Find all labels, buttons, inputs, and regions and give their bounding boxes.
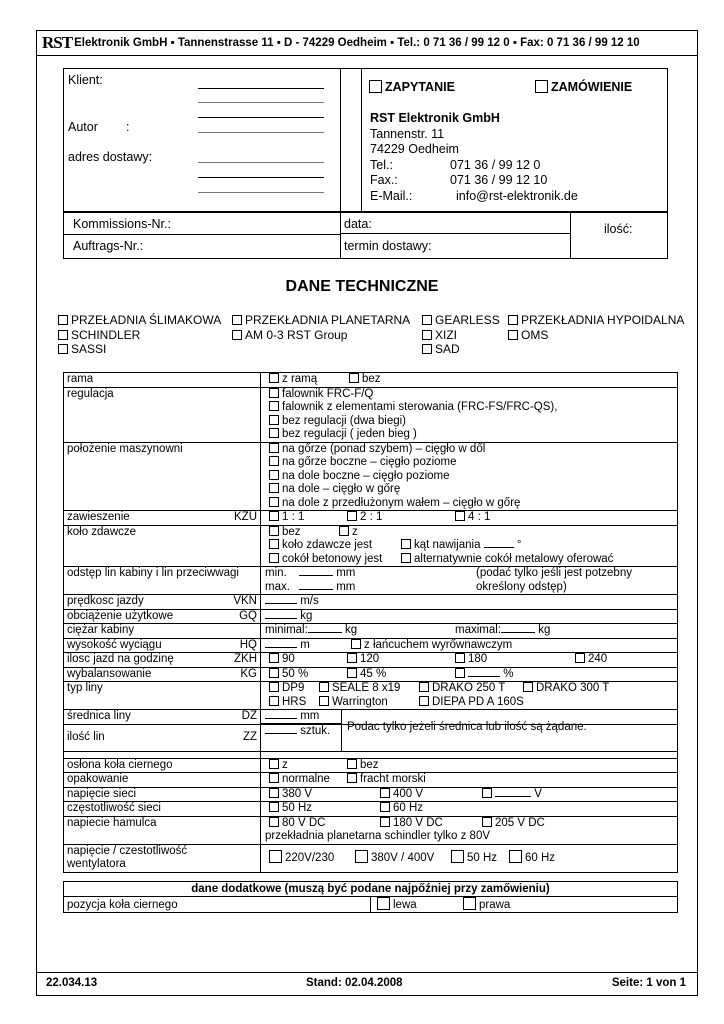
- zapytanie-label: ZAPYTANIE: [385, 80, 455, 94]
- zamowienie-label: ZAMÓWIENIE: [551, 80, 633, 94]
- type-xizi[interactable]: XIZI: [422, 328, 457, 343]
- checkbox-icon[interactable]: [269, 401, 279, 411]
- checkbox-icon[interactable]: [269, 817, 279, 827]
- checkbox-icon[interactable]: [451, 850, 464, 863]
- rst-email: E-Mail.: info@rst-elektronik.de: [370, 188, 578, 203]
- checkbox-icon[interactable]: [508, 330, 518, 340]
- adres-line-2[interactable]: [198, 177, 324, 178]
- rst-company: RST Elektronik GmbH: [370, 111, 500, 125]
- letterhead: [36, 30, 698, 56]
- adres-label: adres dostawy:: [68, 150, 153, 164]
- row-ciezar: ciężar kabiny minimal: kg maximal: kg: [64, 624, 678, 639]
- checkbox-icon[interactable]: [269, 373, 279, 383]
- hq-input[interactable]: [265, 647, 297, 648]
- maximal-input[interactable]: [501, 632, 535, 633]
- checkbox-icon[interactable]: [269, 497, 279, 507]
- autor-line-2[interactable]: [198, 132, 324, 133]
- company-line: Elektronik GmbH ▪ Tannenstrasse 11 ▪ D - 74229 Oedheim ▪ Tel.: 0 71 36 / 99 12 0 ▪ Fax: 0 71 36 / 99 12 10: [74, 36, 640, 49]
- row-regulacja: regulacja falownik FRC-F/Q falownik z elementami sterowania (FRC-FS/FRC-QS), bez regulacji (dwa biegi) bez regulacji ( jeden bieg ): [64, 387, 678, 442]
- checkbox-icon[interactable]: [269, 682, 279, 692]
- row-opakowanie: opakowanie normalne fracht morski: [64, 773, 678, 788]
- checkbox-icon[interactable]: [401, 539, 411, 549]
- adres-line-3[interactable]: [198, 192, 324, 193]
- row-wybalansowanie: wybalansowanie KG 50 % 45 % %: [64, 667, 678, 682]
- row-spacer: [64, 751, 678, 758]
- row-odstep: odstęp lin kabiny i lin przeciwwagi min. mm (podać tylko jeśli jest potzebny max. mm określony odstęp): [64, 567, 678, 595]
- checkbox-icon[interactable]: [232, 330, 242, 340]
- type-planetarna[interactable]: PRZEKŁADNIA PLANETARNA: [232, 313, 410, 328]
- checkbox-icon[interactable]: [463, 897, 476, 910]
- row-wentylator: napięcie / czestotliwość wentylatora 220V/230 380V / 400V 50 Hz 60 Hz: [64, 844, 678, 872]
- checkbox-icon[interactable]: [269, 788, 279, 798]
- page-title: DANE TECHNICZNE: [285, 278, 439, 295]
- checkbox-icon[interactable]: [482, 788, 492, 798]
- checkbox-icon[interactable]: [269, 388, 279, 398]
- extra-heading: dane dodatkowe (muszą być podane najpőźniej przy zamőwieniu): [64, 882, 678, 897]
- checkbox-icon[interactable]: [269, 443, 279, 453]
- data-label[interactable]: data:: [344, 217, 372, 231]
- checkbox-icon[interactable]: [422, 330, 432, 340]
- checkbox-icon[interactable]: [380, 788, 390, 798]
- checkbox-icon[interactable]: [269, 553, 279, 563]
- label-polozenie: położenie maszynowni: [64, 442, 261, 511]
- checkbox-icon[interactable]: [455, 653, 465, 663]
- autor-line-1[interactable]: [198, 117, 324, 118]
- v-input[interactable]: [495, 796, 531, 797]
- row-wysokosc: wysokość wyciągu HQ m z łańcuchem wyrőwnawczym: [64, 638, 678, 653]
- checkbox-icon[interactable]: [575, 653, 585, 663]
- checkbox-icon[interactable]: [269, 759, 279, 769]
- kat-input[interactable]: [484, 547, 514, 548]
- checkbox-icon[interactable]: [269, 511, 279, 521]
- doc-page: Seite: 1 von 1: [611, 977, 686, 989]
- type-schindler[interactable]: SCHINDLER: [58, 328, 140, 343]
- row-polozenie: położenie maszynowni na gőrze (ponad szybem) – cięgło w dől na gőrze boczne – cięgło poziome na dole boczne – cięgło poziome na dole – cięgło w gőrę na dole z przedłużonym wałem – cięgło w gőrę: [64, 442, 678, 511]
- zapytanie-checkbox[interactable]: [369, 80, 382, 93]
- label-regulacja: regulacja: [64, 387, 261, 442]
- checkbox-icon[interactable]: [380, 817, 390, 827]
- checkbox-icon[interactable]: [58, 330, 68, 340]
- row-kolo: koło zdawcze bez z koło zdawcze jest kąt nawijania ° cokół betonowy jest alternatywnie cokół metalowy oferować: [64, 525, 678, 567]
- klient-label: Klient:: [68, 73, 103, 87]
- auftrags-label[interactable]: Auftrags-Nr.:: [73, 239, 144, 253]
- hamulec-note: przekładnia planetarna schindler tylko z 80V: [265, 830, 491, 842]
- zamowienie-option[interactable]: [535, 80, 632, 94]
- ilosc-label[interactable]: ilość:: [604, 222, 633, 236]
- checkbox-icon[interactable]: [58, 315, 68, 325]
- checkbox-icon[interactable]: [377, 897, 390, 910]
- label-rama: rama: [64, 373, 261, 388]
- zz-input[interactable]: [265, 733, 297, 734]
- row-predkosc: prędkosc jazdy VKN m/s: [64, 595, 678, 610]
- checkbox-icon[interactable]: [508, 315, 518, 325]
- checkbox-icon[interactable]: [269, 802, 279, 812]
- checkbox-icon[interactable]: [347, 759, 357, 769]
- vkn-input[interactable]: [265, 603, 297, 604]
- zapytanie-option[interactable]: [369, 80, 455, 94]
- checkbox-icon[interactable]: [269, 483, 279, 493]
- checkbox-icon[interactable]: [380, 802, 390, 812]
- checkbox-icon[interactable]: [269, 653, 279, 663]
- row-rama: rama z ramą bez: [64, 373, 678, 388]
- row-obciazenie: obciążenie użytkowe GQ kg: [64, 609, 678, 624]
- checkbox-icon[interactable]: [355, 850, 368, 863]
- checkbox-icon[interactable]: [523, 682, 533, 692]
- rst-address: [370, 111, 578, 204]
- row-pozycja: pozycja koła ciernego lewa prawa: [64, 897, 678, 913]
- order-divider: [341, 68, 361, 212]
- type-sad[interactable]: SAD: [422, 342, 460, 357]
- info-vline-1: [340, 212, 341, 259]
- minimal-input[interactable]: [308, 632, 342, 633]
- row-oslona: osłona koła ciernego z bez: [64, 758, 678, 773]
- doc-stand: Stand: 02.04.2008: [306, 977, 403, 989]
- checkbox-icon[interactable]: [422, 315, 432, 325]
- klient-line-2[interactable]: [198, 102, 324, 103]
- checkbox-icon[interactable]: [319, 696, 329, 706]
- info-vline-2: [570, 212, 571, 259]
- footer: [36, 972, 698, 996]
- checkbox-icon[interactable]: [482, 817, 492, 827]
- type-am03[interactable]: AM 0-3 RST Group: [232, 328, 347, 343]
- checkbox-icon[interactable]: [269, 428, 279, 438]
- row-ilosc-lin: ilość lin ZZ sztuk.: [64, 724, 678, 751]
- checkbox-icon[interactable]: [347, 773, 357, 783]
- pct-input[interactable]: [468, 676, 500, 677]
- tech-table: [63, 372, 678, 873]
- checkbox-icon[interactable]: [509, 850, 522, 863]
- info-hline-left: [63, 234, 340, 235]
- extra-table: [63, 881, 678, 913]
- checkbox-icon[interactable]: [319, 682, 329, 692]
- checkbox-icon[interactable]: [401, 553, 411, 563]
- checkbox-icon[interactable]: [422, 344, 432, 354]
- type-oms[interactable]: OMS: [508, 328, 548, 343]
- checkbox-icon[interactable]: [58, 344, 68, 354]
- label-kolo: koło zdawcze: [64, 525, 261, 567]
- info-hline-mid: [340, 233, 570, 234]
- rst-city: 74229 Oedheim: [370, 142, 459, 156]
- row-ilosc-jazd: ilosc jazd na godzinę ZKH 90 120 180 240: [64, 653, 678, 668]
- checkbox-icon[interactable]: [347, 653, 357, 663]
- row-napiecie: napięcie sieci 380 V 400 V V: [64, 787, 678, 802]
- max-input[interactable]: [299, 589, 333, 590]
- checkbox-icon[interactable]: [269, 526, 279, 536]
- type-gearless[interactable]: GEARLESS: [422, 313, 500, 328]
- checkbox-icon[interactable]: [269, 668, 279, 678]
- type-hypoidalna[interactable]: PRZEKŁADNIA HYPOIDALNA: [508, 313, 684, 328]
- rst-tel: Tel.: 071 36 / 99 12 0: [370, 157, 541, 172]
- checkbox-icon[interactable]: [269, 415, 279, 425]
- autor-label: Autor: [68, 120, 98, 134]
- checkbox-icon[interactable]: [347, 668, 357, 678]
- type-slimakowa[interactable]: PRZEŁADNIA ŚLIMAKOWA: [58, 313, 221, 328]
- checkbox-icon[interactable]: [269, 850, 282, 863]
- kommissions-label[interactable]: Kommissions-Nr.:: [73, 217, 171, 231]
- rst-street: Tannenstr. 11: [370, 126, 445, 141]
- gq-input[interactable]: [265, 618, 297, 619]
- checkbox-icon[interactable]: [455, 511, 465, 521]
- checkbox-icon[interactable]: [455, 668, 465, 678]
- checkbox-icon[interactable]: [419, 696, 429, 706]
- zamowienie-checkbox[interactable]: [535, 80, 548, 93]
- row-srednica: średnica liny DZ mm Podac tylko jeżeli średnica lub ilość są żądane.: [64, 710, 678, 725]
- checkbox-icon[interactable]: [339, 526, 349, 536]
- autor-colon: :: [126, 120, 130, 134]
- label-odstep: odstęp lin kabiny i lin przeciwwagi: [64, 567, 261, 595]
- checkbox-icon[interactable]: [419, 682, 429, 692]
- code-kzu: KZU: [234, 511, 257, 523]
- checkbox-icon[interactable]: [269, 773, 279, 783]
- client-box: [63, 68, 341, 212]
- checkbox-icon[interactable]: [269, 456, 279, 466]
- row-typ-liny: typ liny DP9 SEALE 8 x19 DRAKO 250 T DRAKO 300 T HRS Warrington DIEPA PD A 160S: [64, 682, 678, 710]
- doc-number: 22.034.13: [46, 977, 98, 989]
- checkbox-icon[interactable]: [351, 639, 361, 649]
- adres-line-1[interactable]: [198, 162, 324, 163]
- checkbox-icon[interactable]: [269, 696, 279, 706]
- label-zawieszenie: zawieszenie: [67, 511, 130, 523]
- checkbox-icon[interactable]: [269, 470, 279, 480]
- row-hamulec: napiecie hamulca 80 V DC 180 V DC 205 V DC przekładnia planetarna schindler tylko z 80V: [64, 816, 678, 844]
- klient-line-1[interactable]: [198, 88, 324, 89]
- checkbox-icon[interactable]: [347, 511, 357, 521]
- dz-input[interactable]: [265, 718, 297, 719]
- checkbox-icon[interactable]: [269, 539, 279, 549]
- checkbox-icon[interactable]: [349, 373, 359, 383]
- checkbox-icon[interactable]: [232, 315, 242, 325]
- lift-type-options: [58, 313, 698, 357]
- min-input[interactable]: [299, 575, 333, 576]
- company-logo: RST: [42, 32, 73, 52]
- row-zawieszenie: zawieszenie KZU 1 : 1 2 : 1 4 : 1: [64, 511, 678, 526]
- row-czestotliwosc: częstotliwość sieci 50 Hz 60 Hz: [64, 802, 678, 817]
- type-sassi[interactable]: SASSI: [58, 342, 106, 357]
- termin-label[interactable]: termin dostawy:: [344, 239, 432, 253]
- srednica-note: Podac tylko jeżeli średnica lub ilość są żądane.: [347, 721, 587, 733]
- rst-fax: Fax.: 071 36 / 99 12 10: [370, 173, 548, 187]
